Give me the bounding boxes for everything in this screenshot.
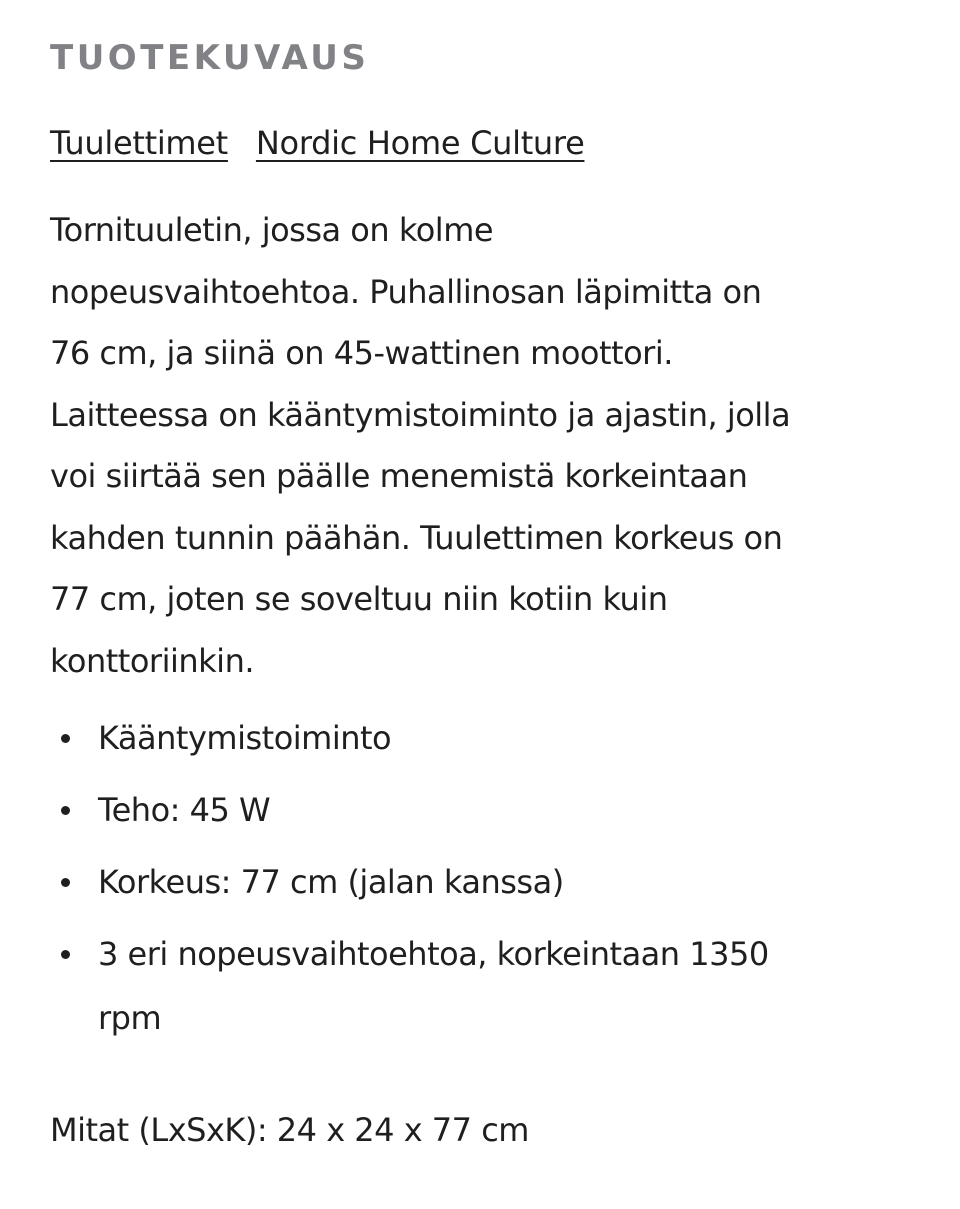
list-item (50, 850, 920, 914)
bullet-icon (61, 734, 70, 743)
bullet-icon (61, 806, 70, 815)
feature-text: Kääntymistoiminto (98, 719, 392, 757)
description-line: kahden tunnin päähän. Tuulettimen korkeus on (50, 518, 783, 557)
feature-text: Korkeus: 77 cm (jalan kanssa) (98, 863, 564, 901)
link-tuulettimet[interactable]: Tuulettimet (50, 124, 228, 162)
description-line: voi siirtää sen päälle menemistä korkeintaan (50, 457, 748, 495)
dimensions-text: Mitat (LxSxK): 24 x 24 x 77 cm (50, 1111, 529, 1149)
feature-list (50, 706, 920, 1058)
description-line: nopeusvaihtoehtoa. Puhallinosan läpimitta on (50, 272, 762, 311)
link-nordic-home-culture[interactable]: Nordic Home Culture (255, 124, 585, 162)
feature-text: Teho: 45 W (98, 791, 271, 829)
feature-text: rpm (98, 999, 162, 1037)
list-item (50, 922, 920, 1050)
description-line: Laitteessa on kääntymistoiminto ja ajastin, jolla (50, 395, 791, 434)
description-line: 77 cm, joten se soveltuu niin kotiin kuin (50, 580, 668, 618)
bullet-icon (61, 950, 70, 959)
description-line: 76 cm, ja siinä on 45-wattinen moottori. (50, 334, 673, 372)
description-line: Tornituuletin, jossa on kolme (50, 211, 494, 249)
list-item (50, 706, 920, 770)
bullet-icon (61, 878, 70, 887)
feature-text: 3 eri nopeusvaihtoehtoa, korkeintaan 1350 (98, 935, 769, 973)
product-description (50, 200, 920, 692)
list-item (50, 778, 920, 842)
category-links (50, 118, 584, 168)
section-heading: TUOTEKUVAUS (50, 38, 370, 78)
description-line: konttoriinkin. (50, 641, 255, 680)
